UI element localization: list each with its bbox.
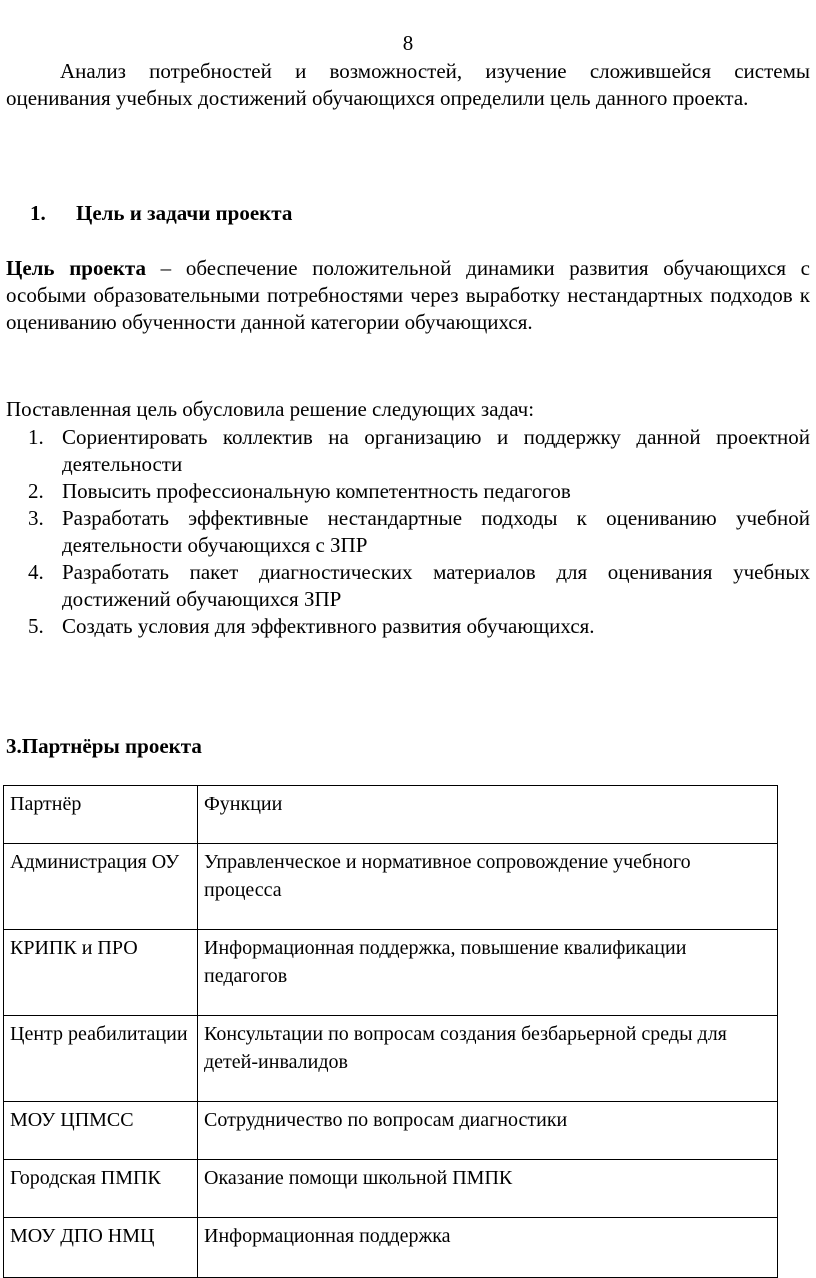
task-text: Разработать пакет диагностических материалов для оценивания учебных достижений обучающихся ЗПР: [62, 560, 810, 611]
task-item: [6, 613, 810, 640]
function-cell: Информационная поддержка: [198, 1218, 778, 1278]
task-number: 2.: [28, 479, 44, 503]
partner-cell: Центр реабилитации: [4, 1016, 198, 1102]
section-number: 1.: [30, 201, 46, 225]
table-row: [4, 844, 778, 930]
table-row: [4, 930, 778, 1016]
partner-cell: МОУ ЦПМСС: [4, 1102, 198, 1160]
page-number: 8: [402, 31, 414, 55]
intro-paragraph: Анализ потребностей и возможностей, изучение сложившейся системы оценивания учебных достижений обучающихся определили цель данного проекта.: [6, 59, 810, 110]
task-item: [6, 424, 810, 478]
task-item: [6, 559, 810, 613]
tasks-list: [6, 424, 810, 640]
function-cell: Консультации по вопросам создания безбарьерной среды для детей-инвалидов: [198, 1016, 778, 1102]
tasks-intro: Поставленная цель обусловила решение следующих задач:: [6, 397, 535, 421]
function-cell: Информационная поддержка, повышение квалификации педагогов: [198, 930, 778, 1016]
header-cell-partner: Партнёр: [4, 786, 198, 844]
goal-text: – обеспечение положительной динамики развития обучающихся с особыми образовательными потребностями через выработку нестандартных подходов к оцениванию обученности данной категории обучающихся.: [6, 256, 810, 334]
task-number: 3.: [28, 506, 44, 530]
partner-cell: Администрация ОУ: [4, 844, 198, 930]
table-row: [4, 1160, 778, 1218]
function-cell: Оказание помощи школьной ПМПК: [198, 1160, 778, 1218]
goal-label: Цель проекта: [6, 256, 146, 280]
table-row: [4, 1102, 778, 1160]
partners-table: [3, 785, 778, 1278]
task-item: [6, 478, 810, 505]
function-cell: Сотрудничество по вопросам диагностики: [198, 1102, 778, 1160]
task-text: Разработать эффективные нестандартные подходы к оцениванию учебной деятельности обучающихся с ЗПР: [62, 506, 810, 557]
task-text: Сориентировать коллектив на организацию и поддержку данной проектной деятельности: [62, 425, 810, 476]
task-text: Создать условия для эффективного развития обучающихся.: [62, 614, 595, 638]
table-row: [4, 1218, 778, 1278]
header-cell-functions: Функции: [198, 786, 778, 844]
section-heading-goals: [30, 200, 292, 227]
task-item: [6, 505, 810, 559]
section-heading-partners: 3.Партнёры проекта: [6, 734, 202, 758]
table-header-row: [4, 786, 778, 844]
partner-cell: МОУ ДПО НМЦ: [4, 1218, 198, 1278]
function-cell: Управленческое и нормативное сопровождение учебного процесса: [198, 844, 778, 930]
task-number: 5.: [28, 614, 44, 638]
partner-cell: КРИПК и ПРО: [4, 930, 198, 1016]
goal-paragraph: [6, 255, 810, 336]
task-number: 1.: [28, 425, 44, 449]
task-text: Повысить профессиональную компетентность педагогов: [62, 479, 571, 503]
table-row: [4, 1016, 778, 1102]
task-number: 4.: [28, 560, 44, 584]
partner-cell: Городская ПМПК: [4, 1160, 198, 1218]
section-title: Цель и задачи проекта: [76, 201, 293, 225]
